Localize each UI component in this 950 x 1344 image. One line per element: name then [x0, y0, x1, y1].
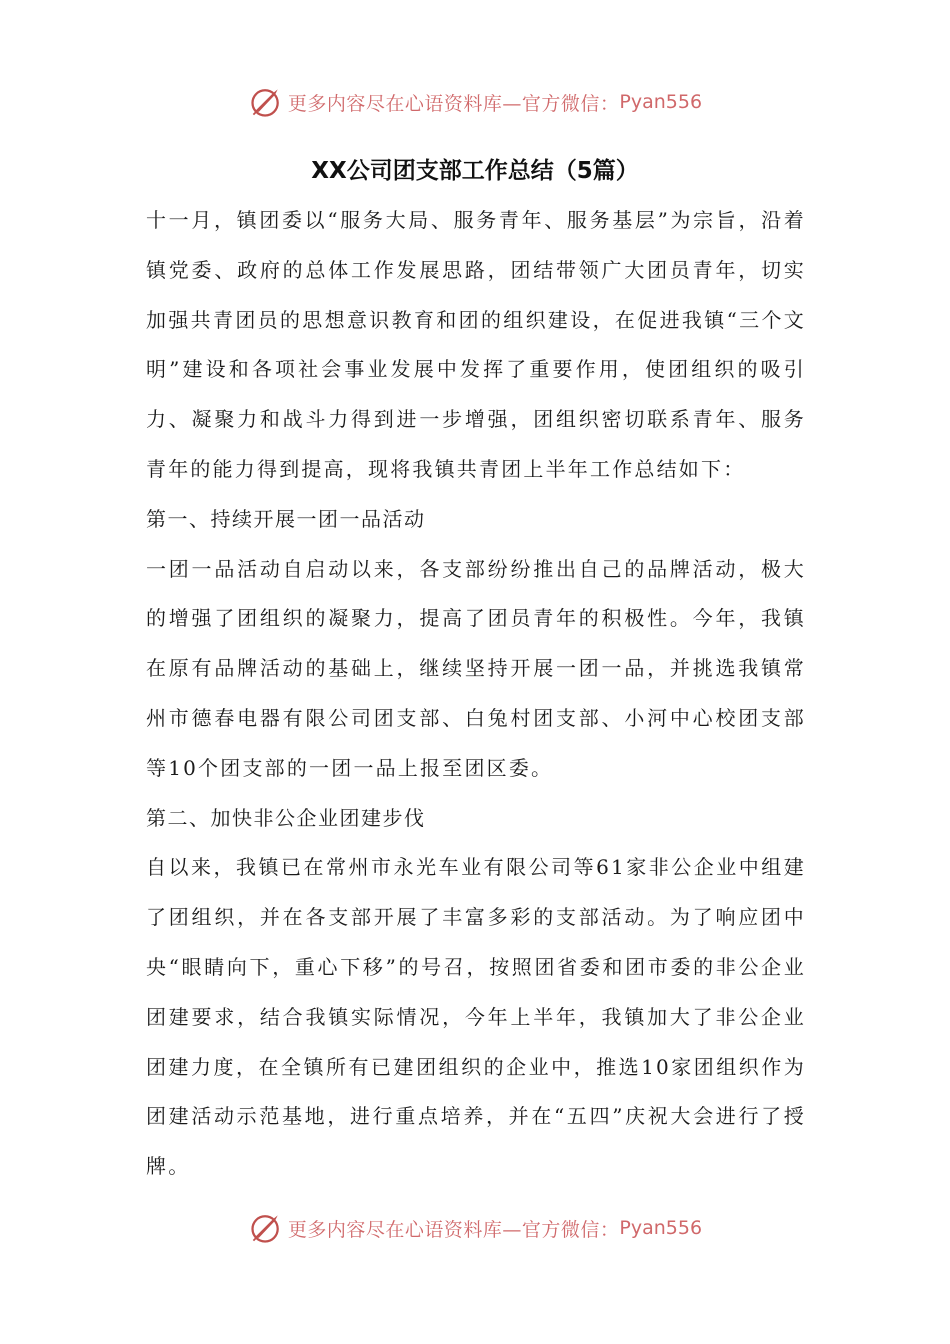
document-body — [146, 196, 806, 1192]
section-heading-1: 第一、持续开展一团一品活动 — [146, 506, 426, 531]
watermark-text: 更多内容尽在心语资料库—官方微信： — [287, 92, 620, 115]
page-title: XX公司团支部工作总结（5篇） — [311, 158, 639, 184]
paragraph-section-1: 一团一品活动自启动以来，各支部纷纷推出自己的品牌活动，极大的增强了团组织的凝聚力，提高了团员青年的积极性。今年，我镇在原有品牌活动的基础上，继续坚持开展一团一品，并挑选我镇常州市德春电器有限公司团支部、白兔村团支部、小河中心校团支部等10个团支部的一团一品上报至团区委。 — [146, 556, 806, 780]
section-heading-2: 第二、加快非公企业团建步伐 — [146, 805, 426, 830]
paragraph-section-2: 自以来，我镇已在常州市永光车业有限公司等61家非公企业中组建了团组织，并在各支部开展了丰富多彩的支部活动。为了响应团中央“眼睛向下，重心下移”的号召，按照团省委和团市委的非公企业团建要求，结合我镇实际情况，今年上半年，我镇加大了非公企业团建力度，在全镇所有已建团组织的企业中，推选10家团组织作为团建活动示范基地，进行重点培养，并在“五四”庆祝大会进行了授牌。 — [146, 855, 806, 1179]
header-watermark — [0, 84, 950, 120]
pen-logo-icon — [248, 1210, 284, 1246]
watermark-wechat-id: Pyan556 — [619, 1217, 703, 1239]
footer-watermark — [0, 1210, 950, 1246]
watermark-text: 更多内容尽在心语资料库—官方微信： — [287, 1218, 620, 1241]
watermark-wechat-id: Pyan556 — [619, 91, 703, 113]
pen-logo-icon — [248, 84, 284, 120]
paragraph-intro: 十一月，镇团委以“服务大局、服务青年、服务基层”为宗旨，沿着镇党委、政府的总体工作发展思路，团结带领广大团员青年，切实加强共青团员的思想意识教育和团的组织建设，在促进我镇“三个文明”建设和各项社会事业发展中发挥了重要作用，使团组织的吸引力、凝聚力和战斗力得到进一步增强，团组织密切联系青年、服务青年的能力得到提高，现将我镇共青团上半年工作总结如下： — [146, 208, 806, 481]
